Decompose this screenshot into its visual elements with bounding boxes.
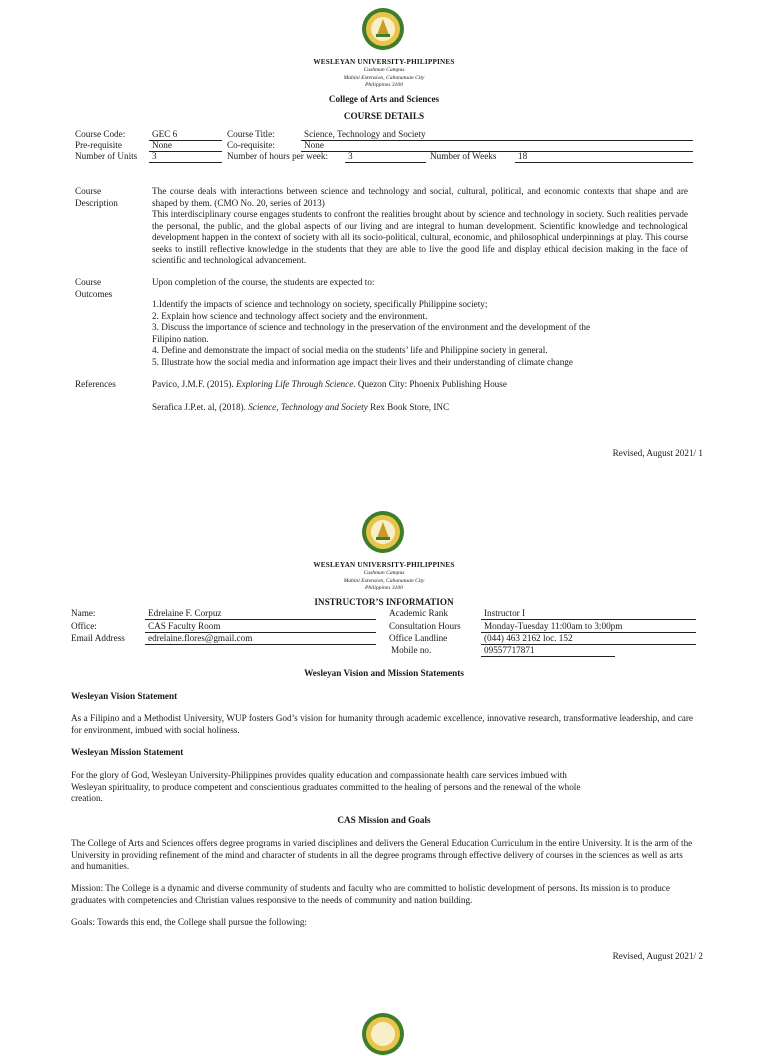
office-label: Office: <box>71 621 97 631</box>
course-details-heading: COURSE DETAILS <box>343 111 425 121</box>
hours-value: 3 <box>345 151 426 163</box>
reference-1-publisher: . Quezon City: Phoenix Publishing House <box>353 379 507 389</box>
university-name: WESLEYAN UNIVERSITY-PHILIPPINES <box>313 58 455 66</box>
page-2-footer: Revised, August 2021/ 2 <box>612 951 703 961</box>
course-outcomes-intro: Upon completion of the course, the students are expected to: <box>152 277 375 287</box>
outcome-item: 3. Discuss the importance of science and technology in the preservation of the environment and the development of the Filipino nation. <box>152 322 591 344</box>
course-description-paragraph-2: This interdisciplinary course engages students to confront the realities brought about by science and technology in society. Such realities pervade the personal, the public, and the global aspects of our living and are integral to human development. Scientific knowledge and technological development happen in the context of society with all its socio-political, cultural, economic, and philosophical underpinnings at play. This course seeks to instill reflective knowledge in the students that they are able to live the good life and display ethical decision making in the face of scientific and technological advancement. <box>152 209 688 265</box>
mission-statement: For the glory of God, Wesleyan University-Philippines provides quality education and compassionate health care services imbued with Wesleyan spirituality, to produce competent and conscientious graduates committed to the healing of persons and the renewal of the whole creation. <box>71 770 581 803</box>
course-outcomes-label-line2: Outcomes <box>75 288 113 299</box>
reference-2-publisher: Rex Book Store, INC <box>367 402 450 412</box>
consultation-hours-label: Consultation Hours <box>389 621 461 631</box>
university-address: Mabini Extension, Cabanatuan City <box>343 577 425 584</box>
course-description-label <box>75 186 118 209</box>
course-outcomes-label <box>75 277 112 300</box>
cas-intro: The College of Arts and Sciences offers degree programs in varied disciplines and delivers the General Education Curriculum in the entire University. It is the arm of the University in providing refinement of the mind and character of students in all the degree programs through effective delivery of courses in the sciences as well as arts and humanities. <box>71 838 693 871</box>
outcome-item: 5. Illustrate how the social media and information age impact their lives and their understanding of climate change <box>152 356 573 367</box>
cas-goals: Goals: Towards this end, the College shall pursue the following: <box>71 917 307 927</box>
vision-mission-heading: Wesleyan Vision and Mission Statements <box>304 668 464 678</box>
outcome-item: 1.Identify the impacts of science and technology on society, specifically Philippine society; <box>152 299 488 309</box>
vision-statement: As a Filipino and a Methodist University, WUP fosters God’s vision for humanity through academic excellence, innovative research, transformative leadership, and care for environment, imbued with social holiness. <box>71 713 693 735</box>
reference-item-2 <box>152 402 449 414</box>
mission-heading: Wesleyan Mission Statement <box>71 747 184 757</box>
office-landline-label: Office Landline <box>389 633 448 643</box>
prerequisite-label: Pre-requisite <box>75 140 122 150</box>
course-outcomes-list <box>152 299 612 368</box>
university-seal-logo <box>361 1012 405 1056</box>
course-description-paragraph-1: The course deals with interactions between science and technology and social, cultural, political, and economic contexts that shape and are shaped by them. (CMO No. 20, series of 2013) <box>152 186 688 208</box>
course-description-label-line1: Course <box>75 186 102 196</box>
units-value: 3 <box>149 151 222 163</box>
university-country: Philippines 3100 <box>364 82 404 89</box>
course-outcomes-label-line1: Course <box>75 277 102 287</box>
mobile-label: Mobile no. <box>391 645 432 655</box>
course-title-value: Science, Technology and Society <box>301 129 693 141</box>
university-name: WESLEYAN UNIVERSITY-PHILIPPINES <box>313 561 455 569</box>
reference-item-1 <box>152 379 507 391</box>
university-country: Philippines 3100 <box>364 585 404 592</box>
office-value: CAS Faculty Room <box>145 621 376 633</box>
instructor-info-heading: INSTRUCTOR’S INFORMATION <box>314 597 454 607</box>
corequisite-label: Co-requisite: <box>227 140 275 150</box>
outcome-item: 2. Explain how science and technology affect society and the environment. <box>152 310 428 321</box>
university-header <box>0 58 768 90</box>
references-label: References <box>75 379 116 389</box>
weeks-label: Number of Weeks <box>430 151 497 161</box>
college-name: College of Arts and Sciences <box>328 94 440 104</box>
units-label: Number of Units <box>75 151 138 161</box>
university-campus: Cushman Campus <box>363 67 405 73</box>
page-1-footer: Revised, August 2021/ 1 <box>612 448 703 458</box>
university-header <box>0 561 768 593</box>
course-description-label-line2: Description <box>75 197 118 208</box>
cas-mission: Mission: The College is a dynamic and diverse community of students and faculty who are committed to holistic development of persons. Its mission is to produce graduates with competencies and Christian values responsive to the needs of community and nation building. <box>71 883 670 905</box>
instructor-name-value: Edrelaine F. Corpuz <box>145 608 376 620</box>
academic-rank-value: Instructor I <box>481 608 696 620</box>
email-label: Email Address <box>71 633 125 643</box>
corequisite-value: None <box>301 140 693 152</box>
reference-2-title: Science, Technology and Society <box>248 402 368 412</box>
course-title-label: Course Title: <box>227 129 275 139</box>
email-value: edrelaine.flores@gmail.com <box>145 633 376 645</box>
university-campus: Cushman Campus <box>363 570 405 576</box>
mobile-value: 09557717871 <box>481 645 615 657</box>
course-description <box>152 186 688 267</box>
reference-2-authors: Serafica J.P.et. al, (2018). <box>152 402 249 412</box>
prerequisite-value: None <box>149 140 222 152</box>
academic-rank-label: Academic Rank <box>389 608 448 618</box>
consultation-hours-value: Monday-Tuesday 11:00am to 3:00pm <box>481 621 696 633</box>
course-code-value: GEC 6 <box>149 129 222 141</box>
office-landline-value: (044) 463 2162 loc. 152 <box>481 633 696 645</box>
university-seal-logo <box>361 510 405 554</box>
reference-1-title: Exploring Life Through Science <box>236 379 354 389</box>
instructor-name-label: Name: <box>71 608 96 618</box>
outcome-item: 4. Define and demonstrate the impact of social media on the students’ life and Philippine society in general. <box>152 345 548 355</box>
course-code-label: Course Code: <box>75 129 126 139</box>
university-address: Mabini Extension, Cabanatuan City <box>343 74 425 81</box>
vision-heading: Wesleyan Vision Statement <box>71 691 178 701</box>
university-seal-logo <box>361 7 405 51</box>
hours-label: Number of hours per week: <box>227 151 329 161</box>
weeks-value: 18 <box>515 151 693 163</box>
cas-mission-goals-heading: CAS Mission and Goals <box>337 815 431 825</box>
reference-1-authors: Pavico, J.M.F. (2015). <box>152 379 236 389</box>
